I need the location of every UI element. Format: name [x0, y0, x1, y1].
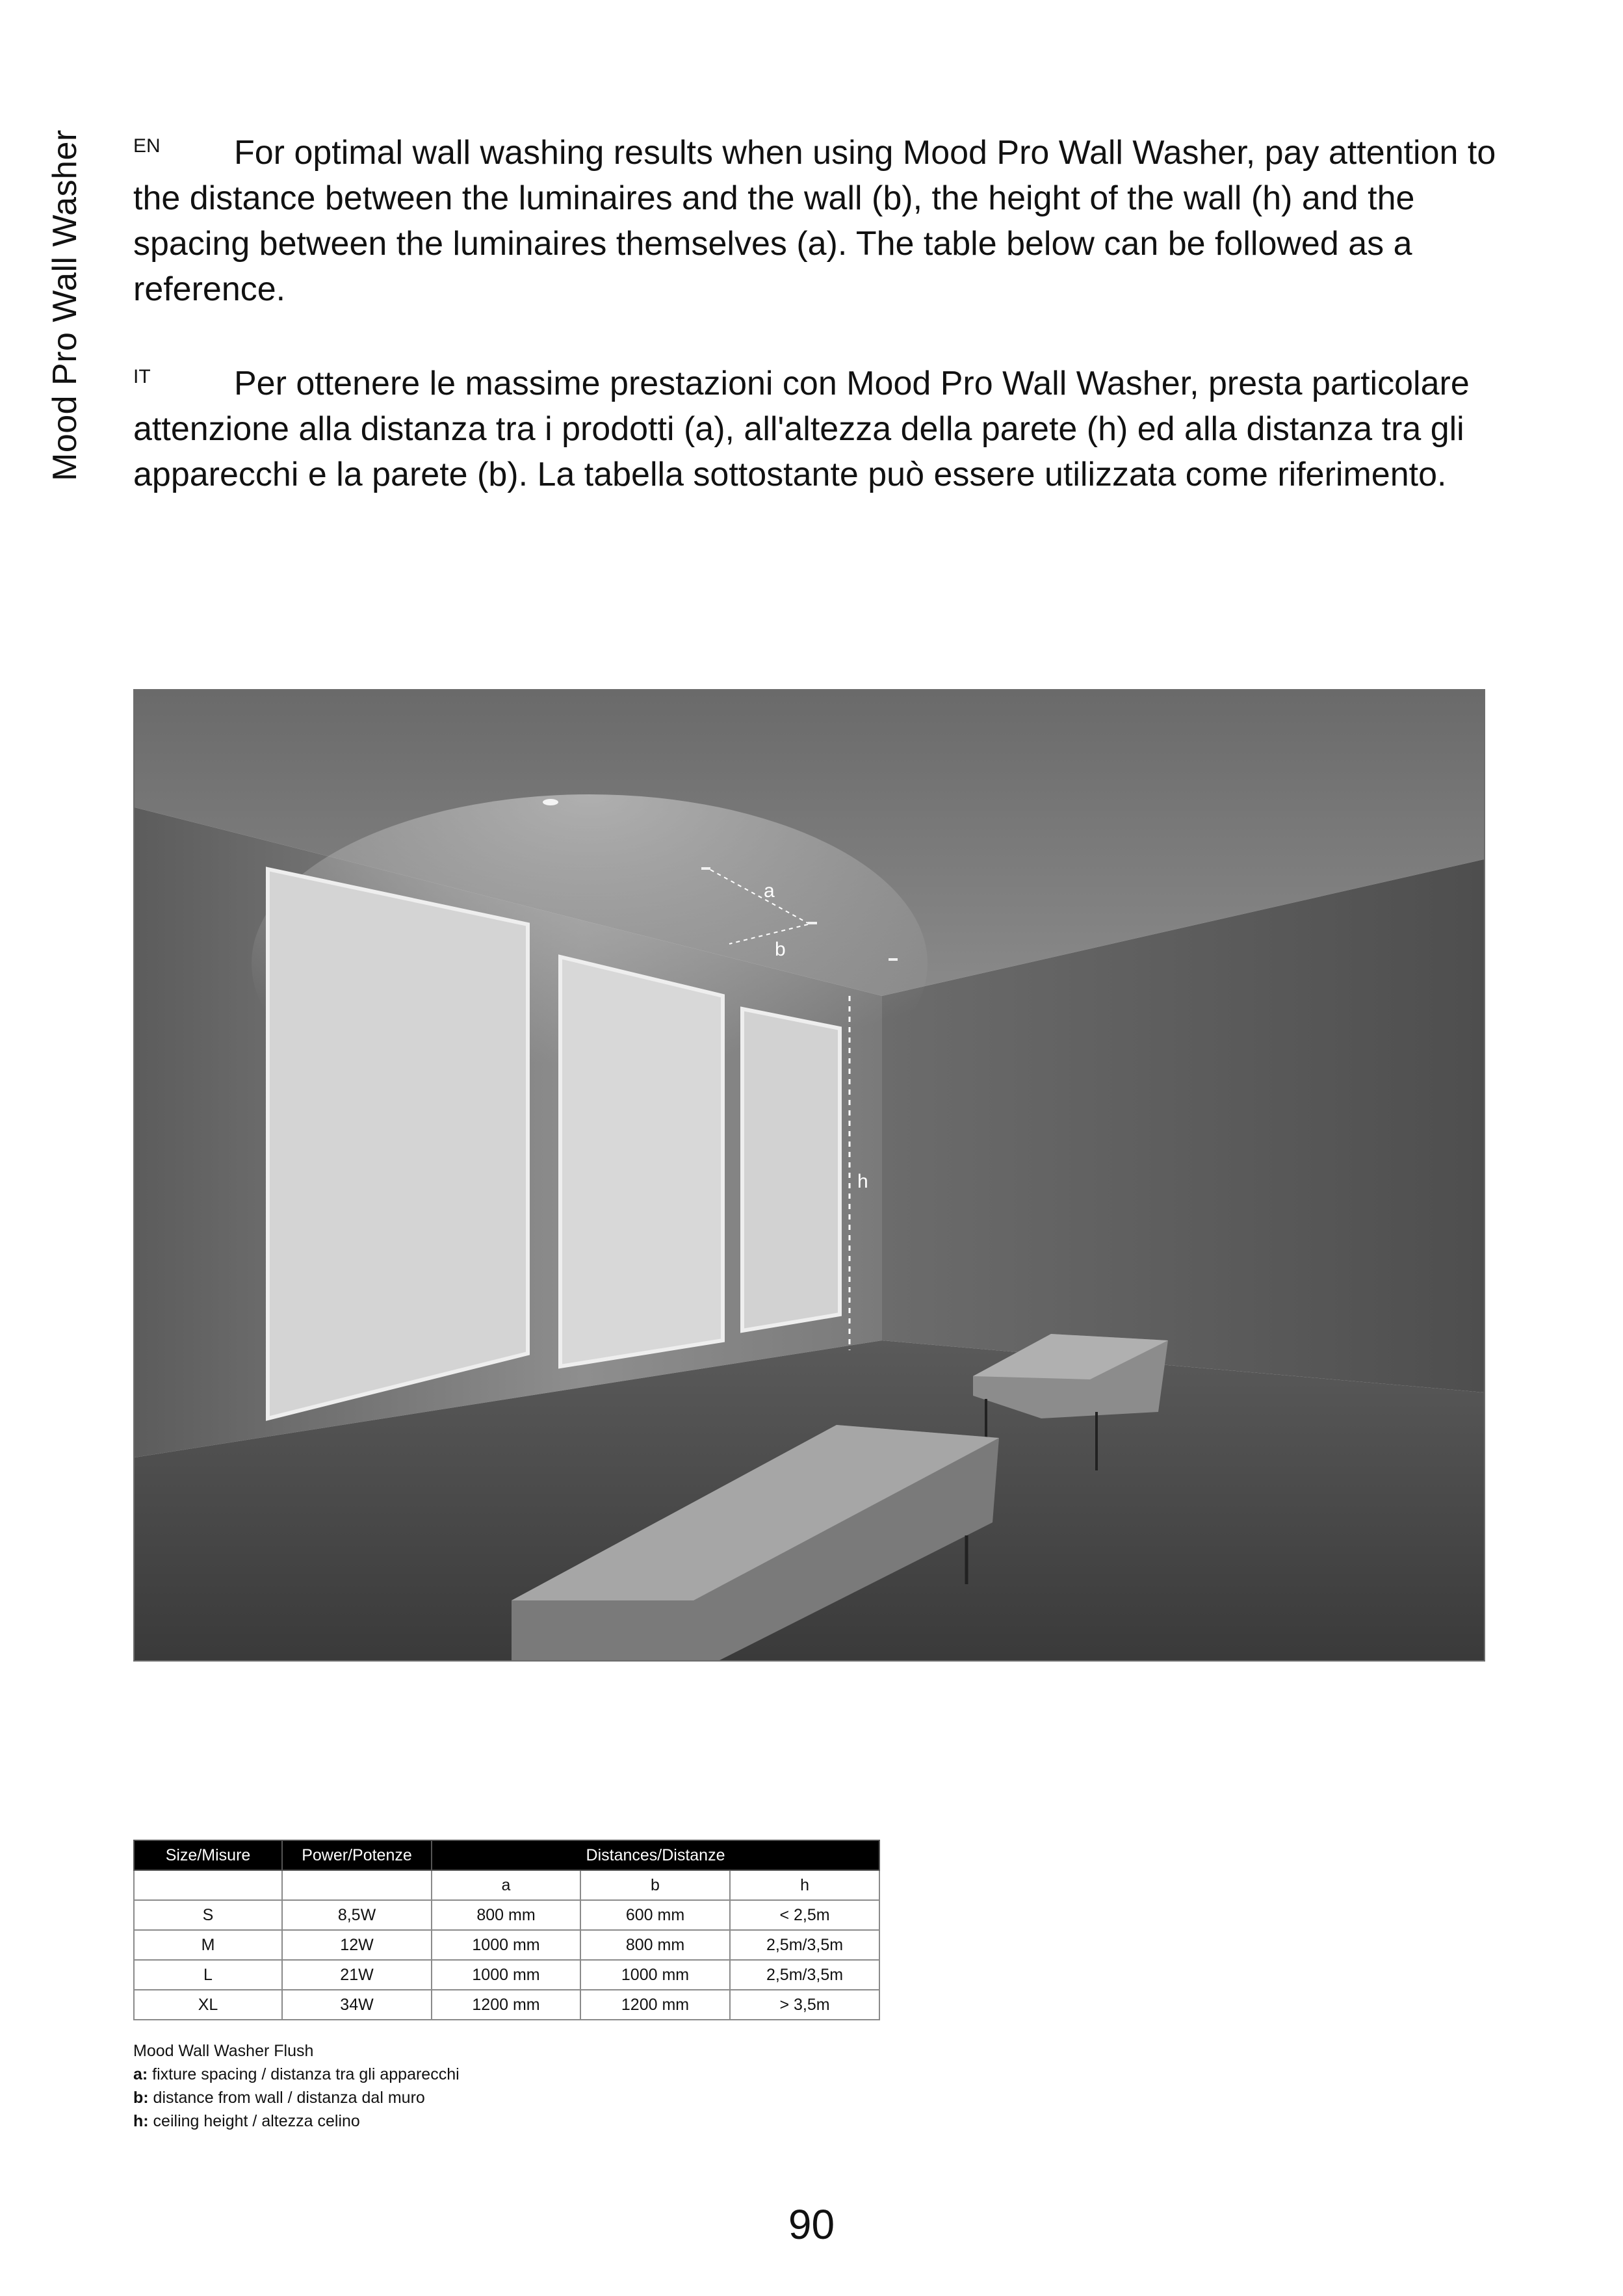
table-row: [134, 1900, 879, 1930]
cell-h: > 3,5m: [730, 1990, 879, 2020]
language-tag-it: IT: [133, 366, 151, 387]
cell-h: < 2,5m: [730, 1900, 879, 1930]
wall-washer-2: [808, 922, 817, 924]
legend-key-h: h:: [133, 2112, 149, 2130]
legend-key-b: b:: [133, 2089, 149, 2107]
cell-power: 8,5W: [282, 1900, 432, 1930]
cell-b: 1000 mm: [580, 1960, 730, 1990]
legend-item-b: [133, 2086, 460, 2109]
table-cell: [282, 1870, 432, 1900]
table-header-row: [134, 1840, 879, 1870]
cell-size: M: [134, 1930, 282, 1960]
table-row: [134, 1990, 879, 2020]
paragraph-en-text: For optimal wall washing results when using Mood Pro Wall Washer, pay attention to the distance between the luminaires and the wall (b), the height of the wall (h) and the spacing between the luminaires themselves (a). The table below can be followed as a reference.: [133, 134, 1496, 308]
side-title: Mood Pro Wall Washer: [46, 129, 84, 481]
ceiling-downlight-1: [543, 799, 558, 805]
legend-item-h: [133, 2109, 460, 2133]
cell-b: 1200 mm: [580, 1990, 730, 2020]
language-tag-en: EN: [133, 135, 161, 157]
paragraph-it-text: Per ottenere le massime prestazioni con Mood Pro Wall Washer, presta particolare attenzione alla distanza tra i prodotti (a), all'altezza della parete (h) ed alla distanza tra gli apparecchi e la parete (b). La tabella sottostante può essere utilizzata come riferimento.: [133, 365, 1470, 493]
gallery-render-svg: [135, 690, 1484, 1660]
table-subheader-row: [134, 1870, 879, 1900]
label-b: b: [775, 939, 786, 960]
cell-a: 1200 mm: [432, 1990, 580, 2020]
legend-title: Mood Wall Washer Flush: [133, 2042, 314, 2060]
spec-table: [133, 1840, 880, 2020]
label-a: a: [764, 880, 775, 902]
table-row: [134, 1960, 879, 1990]
subheader-b: b: [580, 1870, 730, 1900]
header-distances: Distances/Distanze: [432, 1840, 879, 1870]
gallery-render-image: [133, 689, 1485, 1662]
cell-a: 1000 mm: [432, 1930, 580, 1960]
table-cell: [134, 1870, 282, 1900]
wall-washer-1: [701, 867, 710, 870]
page-number: 90: [788, 2201, 835, 2248]
legend-text-h: ceiling height / altezza celino: [148, 2112, 360, 2130]
cell-power: 34W: [282, 1990, 432, 2020]
legend-text-a: fixture spacing / distanza tra gli apparecchi: [148, 2065, 460, 2083]
cell-size: XL: [134, 1990, 282, 2020]
table-legend: [133, 2039, 460, 2133]
header-size: Size/Misure: [134, 1840, 282, 1870]
legend-text-b: distance from wall / distanza dal muro: [148, 2089, 425, 2107]
legend-item-a: [133, 2063, 460, 2086]
artwork-panel-1: [268, 869, 528, 1418]
subheader-a: a: [432, 1870, 580, 1900]
cell-power: 12W: [282, 1930, 432, 1960]
artwork-panel-2: [560, 957, 723, 1366]
cell-h: 2,5m/3,5m: [730, 1960, 879, 1990]
subheader-h: h: [730, 1870, 879, 1900]
legend-key-a: a:: [133, 2065, 148, 2083]
cell-b: 600 mm: [580, 1900, 730, 1930]
cell-size: S: [134, 1900, 282, 1930]
cell-h: 2,5m/3,5m: [730, 1930, 879, 1960]
wall-washer-3: [889, 958, 898, 961]
cell-size: L: [134, 1960, 282, 1990]
paragraph-en: [133, 124, 1498, 312]
paragraph-it: [133, 354, 1498, 497]
cell-b: 800 mm: [580, 1930, 730, 1960]
artwork-panel-3: [742, 1009, 840, 1331]
table-row: [134, 1930, 879, 1960]
cell-a: 1000 mm: [432, 1960, 580, 1990]
label-h: h: [857, 1171, 868, 1192]
header-power: Power/Potenze: [282, 1840, 432, 1870]
cell-a: 800 mm: [432, 1900, 580, 1930]
cell-power: 21W: [282, 1960, 432, 1990]
